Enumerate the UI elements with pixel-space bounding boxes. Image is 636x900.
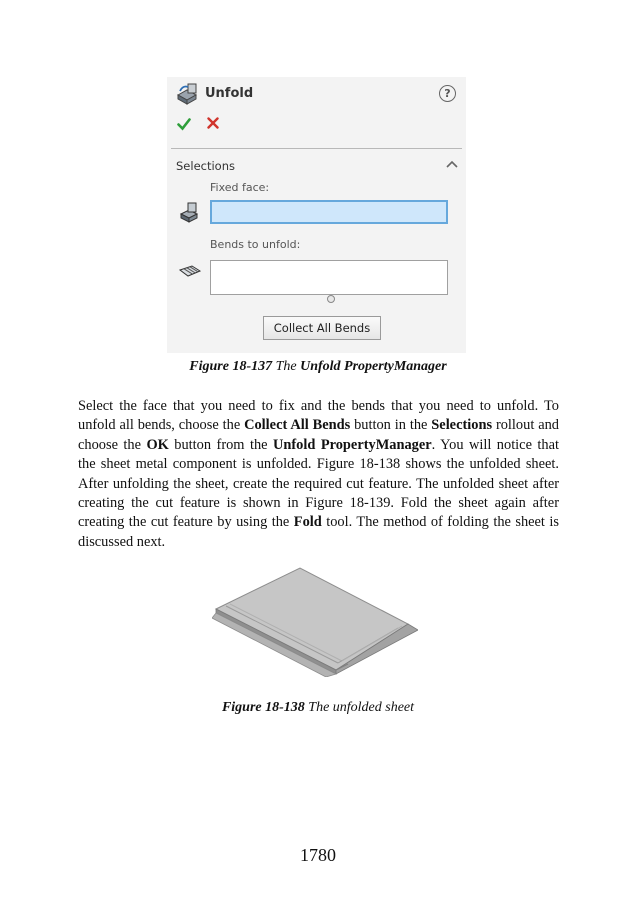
chevron-up-icon[interactable] bbox=[446, 160, 458, 168]
bends-to-unfold-field[interactable] bbox=[210, 260, 448, 295]
fixed-face-field[interactable] bbox=[210, 200, 448, 224]
figure-caption-2: Figure 18-138 The unfolded sheet bbox=[221, 700, 415, 715]
bends-icon bbox=[178, 264, 202, 278]
panel-title: Unfold bbox=[205, 86, 254, 101]
unfold-tool-icon bbox=[175, 83, 199, 105]
resize-grip[interactable] bbox=[327, 295, 335, 303]
fixed-face-label: Fixed face: bbox=[210, 181, 270, 194]
cancel-x-icon[interactable] bbox=[207, 117, 219, 129]
ok-check-icon[interactable] bbox=[177, 117, 191, 131]
bends-to-unfold-label: Bends to unfold: bbox=[210, 238, 301, 251]
fixed-face-icon bbox=[179, 202, 199, 224]
selections-rollout-title[interactable]: Selections bbox=[176, 159, 235, 173]
figure-caption-1: Figure 18-137 The Unfold PropertyManager bbox=[189, 359, 447, 374]
collect-all-bends-button[interactable]: Collect All Bends bbox=[263, 316, 381, 340]
figure-number: Figure 18-137 bbox=[189, 359, 273, 374]
unfolded-sheet-image bbox=[212, 566, 418, 677]
header-divider bbox=[171, 148, 462, 149]
body-paragraph: Select the face that you need to fix and the bends that you need to unfold. To unfold all bends, choose the Collect All Bends button in the Selections rollout and choose the OK button from the Unfold PropertyManager. You will notice that the sheet metal component is unfolded. Figure 18-138 shows the unfolded sheet. After unfolding the sheet, create the required cut feature. The unfolded sheet after creating the cut feature is shown in Figure 18-139. Fold the sheet again after creating the cut feature by using the Fold tool. The method of folding the sheet is discussed next. bbox=[78, 398, 559, 550]
help-icon[interactable]: ? bbox=[439, 85, 456, 102]
unfold-property-manager bbox=[167, 77, 466, 353]
page-number: 1780 bbox=[300, 845, 336, 865]
figure-number: Figure 18-138 bbox=[221, 700, 305, 715]
